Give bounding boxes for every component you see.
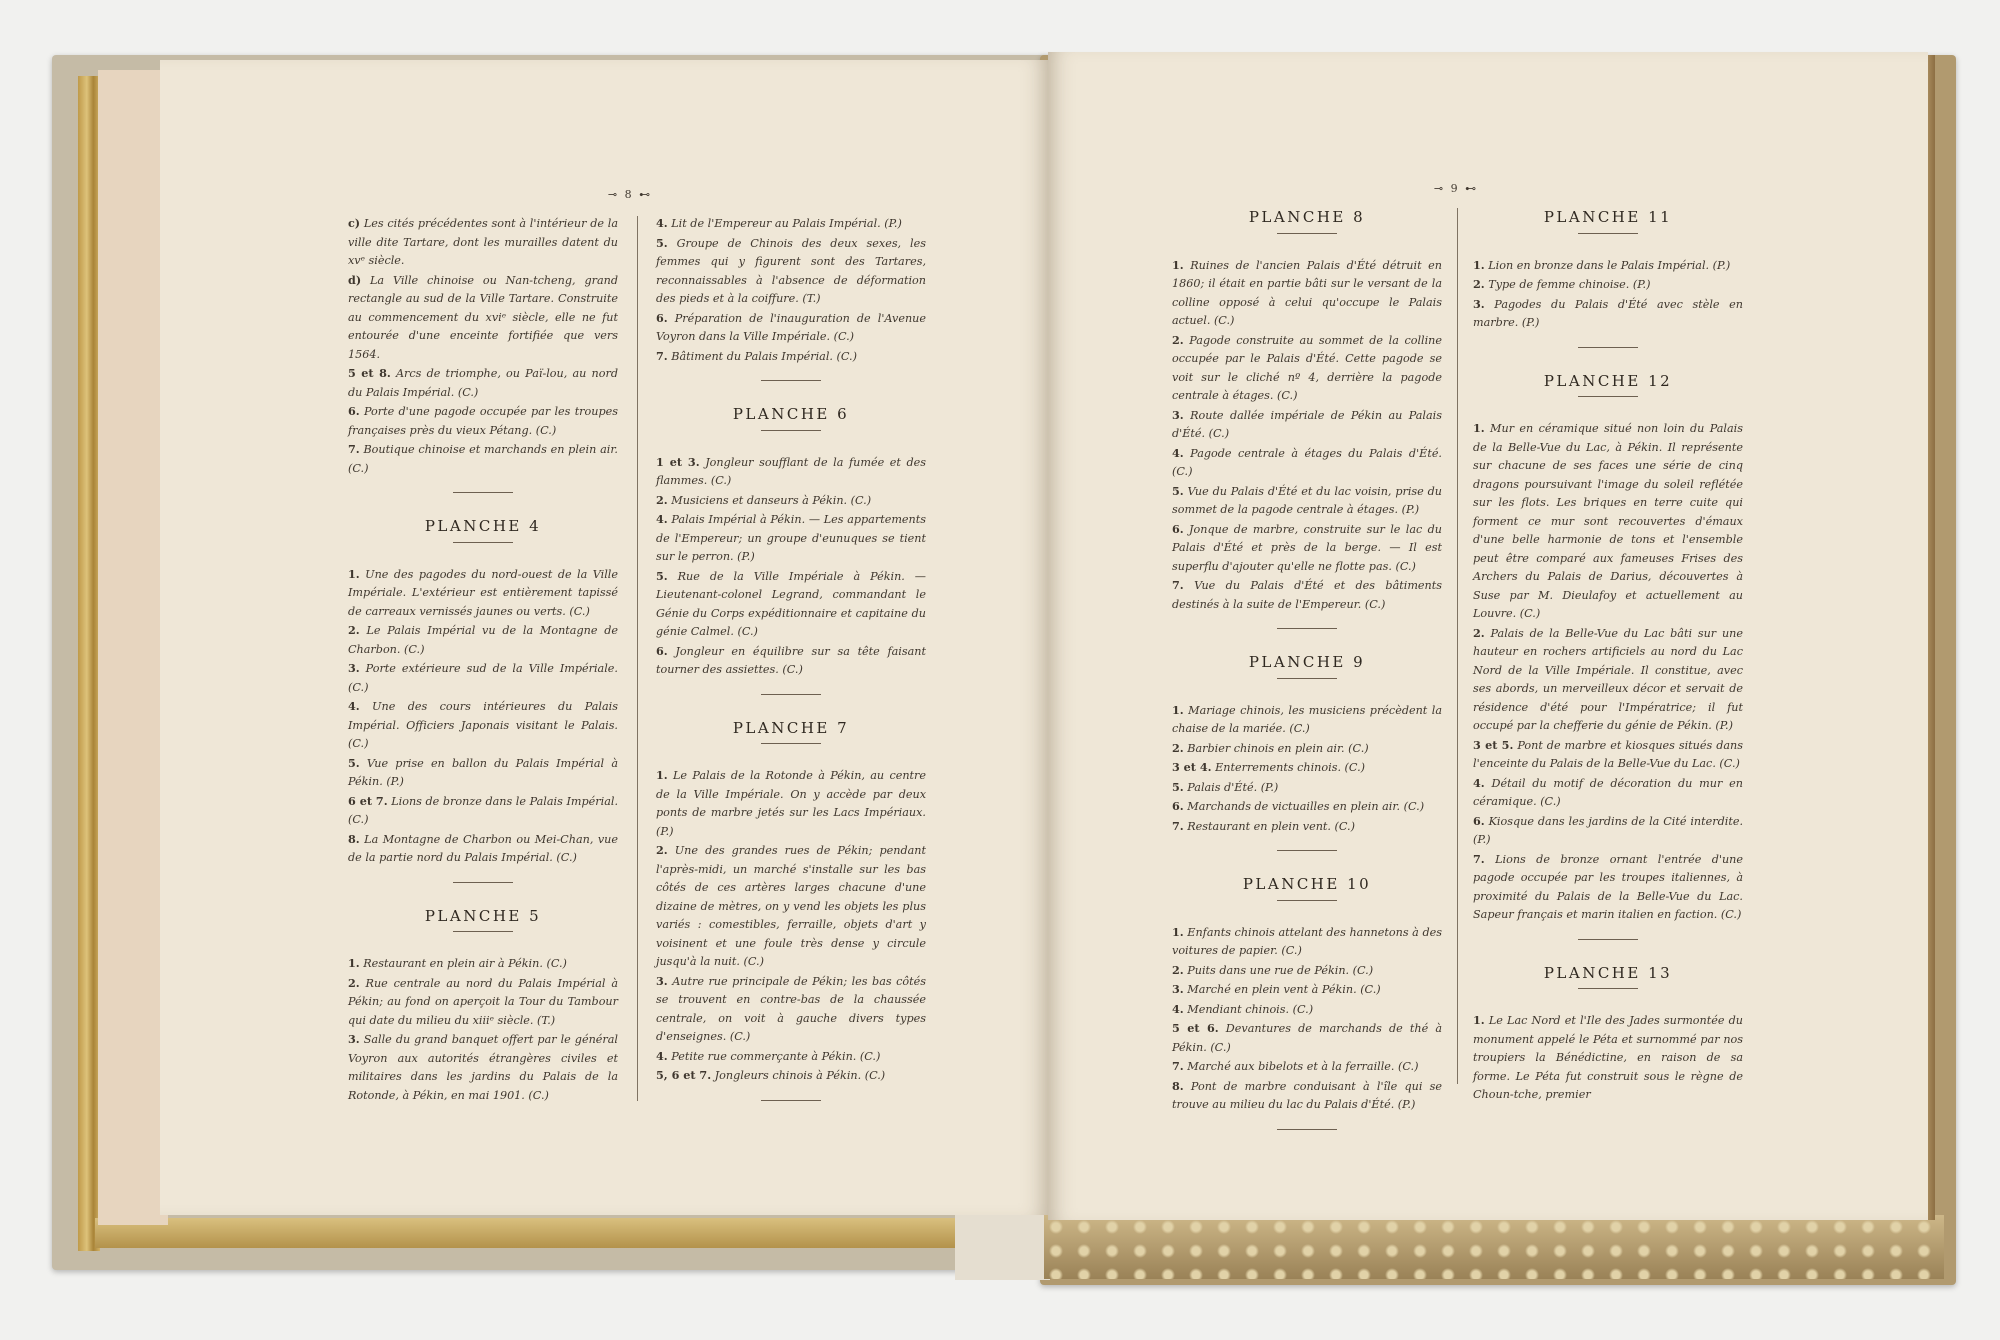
- entry: 3 et 5. Pont de marbre et kiosques situés dans l'enceinte du Palais de la Belle-Vue du Lac. (C.): [1473, 737, 1743, 770]
- entry: 6. Jonque de marbre, construite sur le lac du Palais d'Été et près de la berge. — Il est superflu d'ajouter qu'elle ne flotte pas. (C.): [1172, 521, 1442, 573]
- entry: 3. Autre rue principale de Pékin; les bas côtés se trouvent en contre-bas de la chaussée centrale, on voit à gauche divers types d'enseignes. (C.): [656, 973, 926, 1043]
- entry: 4. Mendiant chinois. (C.): [1172, 1001, 1314, 1016]
- title-rule: [1277, 678, 1337, 679]
- planche-10-title: PLANCHE 10: [1242, 875, 1372, 893]
- entry: 3. Salle du grand banquet offert par le général Voyron aux autorités étrangères civiles et militaires dans les jardins du Palais de la Rotonde, à Pékin, en mai 1901. (C.): [348, 1032, 618, 1102]
- section-rule: [1578, 939, 1638, 940]
- entry: 3. Pagodes du Palais d'Été avec stèle en marbre. (P.): [1473, 296, 1743, 329]
- entry: 6. Jongleur en équilibre sur sa tête faisant tourner des assiettes. (C.): [656, 643, 926, 676]
- entry: 4. Lit de l'Empereur au Palais Impérial. (P.): [656, 216, 902, 230]
- entry: 1. Une des pagodes du nord-ouest de la Ville Impériale. L'extérieur est entièrement tapissé de carreaux vernissés jaunes ou verts. (C.): [348, 566, 618, 618]
- entry: 6 et 7. Lions de bronze dans le Palais Impérial. (C.): [348, 793, 619, 826]
- entry: 4. Palais Impérial à Pékin. — Les appartements de l'Empereur; un groupe d'eunuques se tient sur le perron. (P.): [656, 512, 926, 563]
- entry: 6. Marchands de victuailles en plein air. (C.): [1172, 799, 1425, 813]
- entry: 4. Pagode centrale à étages du Palais d'Été. (C.): [1172, 445, 1442, 478]
- flyleaf: [98, 70, 168, 1225]
- entry: 6. Kiosque dans les jardins de la Cité interdite. (P.): [1473, 813, 1743, 846]
- title-rule: [453, 542, 513, 543]
- entry: 4. Petite rue commerçante à Pékin. (C.): [656, 1048, 881, 1063]
- planche-7-title: PLANCHE 7: [732, 718, 850, 737]
- floral-endpaper: [1044, 1215, 1944, 1279]
- entry: 7. Restaurant en plein vent. (C.): [1172, 818, 1355, 833]
- entry: 5. Groupe de Chinois des deux sexes, les femmes qui y figurent sont des Tartares, reconnaissables à l'absence de déformation des pieds et à la coiffure. (T.): [656, 235, 926, 305]
- section-rule: [761, 380, 821, 381]
- title-rule: [1578, 988, 1638, 989]
- section-rule: [1578, 347, 1638, 348]
- planche-5-title: PLANCHE 5: [424, 906, 542, 925]
- page-number: ⊸ 9 ⊷: [1433, 182, 1479, 195]
- entry: 1. Mariage chinois, les musiciens précèdent la chaise de la mariée. (C.): [1172, 702, 1442, 735]
- title-rule: [761, 430, 821, 431]
- entry: 1. Restaurant en plein air à Pékin. (C.): [348, 956, 567, 970]
- entry: 5 et 8. Arcs de triomphe, ou Paï-lou, au nord du Palais Impérial. (C.): [348, 366, 618, 399]
- entry: 5 et 6. Devantures de marchands de thé à Pékin. (C.): [1172, 1021, 1443, 1054]
- intro-entries: [348, 214, 618, 478]
- entry: 2. Barbier chinois en plein air. (C.): [1172, 740, 1369, 755]
- entry: 1. Enfants chinois attelant des hannetons à des voitures de papier. (C.): [1172, 924, 1442, 957]
- entry: 5, 6 et 7. Jongleurs chinois à Pékin. (C.): [656, 1068, 886, 1082]
- entry: 2. Type de femme chinoise. (P.): [1473, 277, 1651, 291]
- entry: 7. Lions de bronze ornant l'entrée d'une pagode occupée par les troupes italiennes, à proximité du Palais de la Belle-Vue du Lac. Sapeur français et marin italien en faction. (C.): [1473, 851, 1743, 921]
- entry: 3. Porte extérieure sud de la Ville Impériale. (C.): [348, 661, 618, 694]
- left-column-2: [656, 214, 926, 1101]
- title-rule: [1277, 900, 1337, 901]
- planche-11-title: PLANCHE 11: [1543, 208, 1673, 226]
- title-rule: [1277, 233, 1337, 234]
- spine-gutter: [955, 1215, 1050, 1280]
- section-rule: [453, 882, 513, 883]
- section-rule: [761, 694, 821, 695]
- entry: 3 et 4. Enterrements chinois. (C.): [1172, 760, 1366, 774]
- entry: 3. Marché en plein vent à Pékin. (C.): [1172, 982, 1381, 996]
- planche-13-title: PLANCHE 13: [1543, 963, 1673, 982]
- entry: 6. Préparation de l'inauguration de l'Avenue Voyron dans la Ville Impériale. (C.): [656, 310, 926, 343]
- right-page: [1048, 52, 1928, 1220]
- entry: 5. Rue de la Ville Impériale à Pékin. — Lieutenant-colonel Legrand, commandant le Génie du Corps expéditionnaire et capitaine du génie Calmel. (C.): [656, 568, 926, 638]
- left-column-1: [348, 214, 618, 1105]
- entry: 7. Vue du Palais d'Été et des bâtiments destinés à la suite de l'Empereur. (C.): [1172, 578, 1442, 611]
- entry: 4. Une des cours intérieures du Palais Impérial. Officiers Japonais visitant le Palais. (C.): [348, 699, 618, 750]
- entry: c) Les cités précédentes sont à l'intérieur de la ville dite Tartare, dont les murailles datent du xvᵉ siècle.: [348, 216, 618, 267]
- left-page: [160, 60, 1048, 1215]
- title-rule: [1578, 233, 1638, 234]
- section-rule: [453, 492, 513, 493]
- entry: 5. Vue prise en ballon du Palais Impérial à Pékin. (P.): [348, 755, 618, 788]
- entry: 2. Rue centrale au nord du Palais Impérial à Pékin; au fond on aperçoit la Tour du Tambour qui date du milieu du xiiiᵉ siècle. (T.): [348, 975, 618, 1027]
- planche-12-title: PLANCHE 12: [1543, 371, 1673, 390]
- title-rule: [453, 931, 513, 932]
- column-divider: [637, 216, 638, 1101]
- entry: 1. Le Lac Nord et l'Ile des Jades surmontée du monument appelé le Péta et surnommé par nos troupiers la Bénédictine, en raison de sa forme. Le Péta fut construit sous le règne de Choun-tche, premier: [1473, 1013, 1743, 1101]
- entry: 7. Bâtiment du Palais Impérial. (C.): [656, 348, 857, 363]
- entry: 7. Marché aux bibelots et à la ferraille. (C.): [1172, 1059, 1419, 1073]
- entry: 1. Mur en céramique situé non loin du Palais de la Belle-Vue du Lac, à Pékin. Il représente sur chacune de ses faces une série de cinq dragons poursuivant l'image du soleil reflétée sur les flots. Les briques en terre cuite qui forment ce mur sont recouvertes d'émaux d'une belle harmonie de tons et l'ensemble peut être comparé aux fameuses Frises des Archers du Palais de Darius, découvertes à Suse par M. Dieulafoy et actuellement au Louvre. (C.): [1473, 421, 1743, 620]
- right-column-1: [1172, 196, 1442, 1130]
- section-rule: [761, 1100, 821, 1101]
- entry: 1. Ruines de l'ancien Palais d'Été détruit en 1860; il était en partie bâti sur le versant de la colline opposé à celui qu'occupe le Palais actuel. (C.): [1172, 257, 1442, 327]
- entry: 2. Le Palais Impérial vu de la Montagne de Charbon. (C.): [348, 623, 618, 656]
- column-divider: [1457, 208, 1458, 1084]
- entry: 7. Boutique chinoise et marchands en plein air. (C.): [348, 442, 618, 475]
- entry: 8. La Montagne de Charbon ou Mei-Chan, vue de la partie nord du Palais Impérial. (C.): [348, 831, 618, 864]
- entry: 2. Musiciens et danseurs à Pékin. (C.): [656, 492, 872, 507]
- section-rule: [1277, 850, 1337, 851]
- entry: 8. Pont de marbre conduisant à l'île qui se trouve au milieu du lac du Palais d'Été. (P.): [1172, 1078, 1442, 1111]
- entry: 4. Détail du motif de décoration du mur en céramique. (C.): [1473, 775, 1743, 808]
- title-rule: [761, 743, 821, 744]
- entry: 6. Porte d'une pagode occupée par les troupes françaises près du vieux Pétang. (C.): [348, 404, 618, 437]
- entry: 3. Route dallée impériale de Pékin au Palais d'Été. (C.): [1172, 407, 1442, 440]
- entry: 2. Pagode construite au sommet de la colline occupée par le Palais d'Été. Cette pagode se voit sur le cliché nº 4, derrière la pagode centrale à étages. (C.): [1172, 332, 1442, 402]
- entry: 2. Une des grandes rues de Pékin; pendant l'après-midi, un marché s'installe sur les bas côtés de ces artères larges chacune d'une dizaine de mètres, on y vend les objets les plus variés : comestibles, ferraille, objets d'art y voisinent et une foule très dense y circule jusqu'à la nuit. (C.): [656, 843, 926, 968]
- entry: d) La Ville chinoise ou Nan-tcheng, grand rectangle au sud de la Ville Tartare. Construite au commencement du xviᵉ siècle, elle ne fut entourée d'une enceinte fortifiée que vers 1564.: [348, 272, 618, 361]
- entry: 1. Le Palais de la Rotonde à Pékin, au centre de la Ville Impériale. On y accède par deux ponts de marbre jetés sur les Lacs Impériaux. (P.): [656, 768, 926, 838]
- entry: 2. Puits dans une rue de Pékin. (C.): [1172, 962, 1374, 977]
- section-rule: [1277, 1129, 1337, 1130]
- planche-6-title: PLANCHE 6: [732, 405, 850, 423]
- planche-8-title: PLANCHE 8: [1248, 208, 1366, 226]
- right-column-2: [1473, 196, 1743, 1105]
- entry: 1. Lion en bronze dans le Palais Impérial. (P.): [1473, 257, 1731, 272]
- gilt-edge-bottom: [95, 1218, 955, 1248]
- section-rule: [1277, 628, 1337, 629]
- planche-4-title: PLANCHE 4: [424, 517, 542, 535]
- planche-9-title: PLANCHE 9: [1248, 653, 1366, 671]
- entry: 5. Palais d'Été. (P.): [1172, 779, 1279, 794]
- entry: 1 et 3. Jongleur soufflant de la fumée et des flammes. (C.): [656, 454, 926, 487]
- entry: 5. Vue du Palais d'Été et du lac voisin, prise du sommet de la pagode centrale à étages. (P.): [1172, 483, 1442, 516]
- title-rule: [1578, 396, 1638, 397]
- entry: 2. Palais de la Belle-Vue du Lac bâti sur une hauteur en rochers artificiels au nord du Lac Nord de la Ville Impériale. Il constitue, avec ses abords, un merveilleux décor et servait de résidence d'été pour l'Impératrice; il fut occupé par la chefferie du génie de Pékin. (P.): [1473, 625, 1743, 732]
- page-number: ⊸ 8 ⊷: [607, 188, 653, 201]
- gilt-edge-left: [78, 76, 100, 1251]
